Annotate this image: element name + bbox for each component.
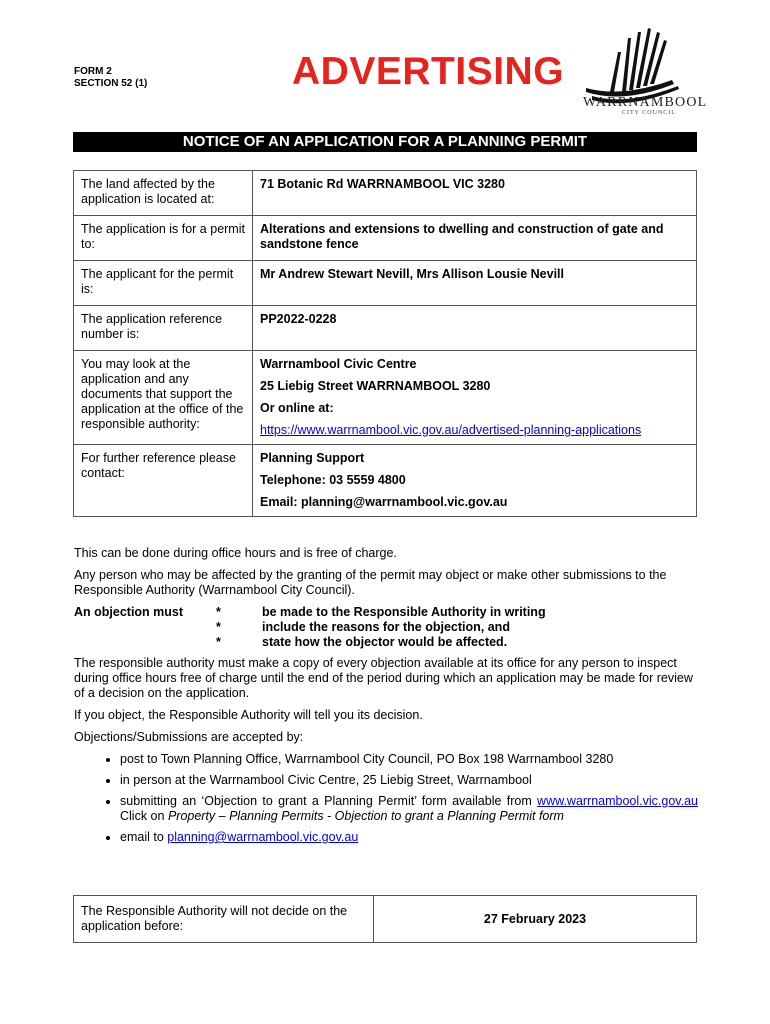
online-label: Or online at: xyxy=(260,401,334,415)
logo-wordmark: WARRNAMBOOL xyxy=(583,95,708,110)
list-item: • in person at the Warrnambool Civic Centre, 25 Liebig Street, Warrnambool xyxy=(120,773,698,788)
decision-date-label: The Responsible Authority will not decide on the application before: xyxy=(74,896,374,943)
land-label: The land affected by the application is located at: xyxy=(74,171,253,216)
civic-centre-address: 25 Liebig Street WARRNAMBOOL 3280 xyxy=(260,379,491,393)
list-item: • post to Town Planning Office, Warrnambool City Council, PO Box 198 Warrnambool 3280 xyxy=(120,752,698,767)
reference-value: PP2022-0228 xyxy=(253,306,697,351)
objection-requirements xyxy=(74,605,698,650)
applicant-label: The applicant for the permit is: xyxy=(74,261,253,306)
contact-telephone: Telephone: 03 5559 4800 xyxy=(260,473,406,487)
council-website-link[interactable]: www.warrnambool.vic.gov.au xyxy=(537,794,698,808)
contact-value xyxy=(253,445,697,517)
office-hours-text: This can be done during office hours and is free of charge. xyxy=(74,546,397,560)
land-value: 71 Botanic Rd WARRNAMBOOL VIC 3280 xyxy=(253,171,697,216)
application-details-table xyxy=(73,170,697,517)
submission-methods-list xyxy=(74,752,698,845)
objection-label: An objection must xyxy=(74,605,184,619)
notice-banner: NOTICE OF AN APPLICATION FOR A PLANNING PERMIT xyxy=(73,132,697,152)
table-row xyxy=(74,896,697,943)
form-section: SECTION 52 (1) xyxy=(74,78,148,89)
table-row xyxy=(74,261,697,306)
notice-body xyxy=(74,546,698,851)
decision-date-table xyxy=(73,895,697,943)
purpose-label: The application is for a permit to: xyxy=(74,216,253,261)
list-item: • submitting an ‘Objection to grant a Planning Permit’ form available from www.warrnambool.vic.gov.au Click on Property – Planning Permits - Objection to grant a Planning Permit form xyxy=(120,794,698,824)
applicant-value: Mr Andrew Stewart Nevill, Mrs Allison Lousie Nevill xyxy=(253,261,697,306)
table-row xyxy=(74,216,697,261)
advertising-heading: ADVERTISING xyxy=(292,50,565,93)
list-item: • email to planning@warrnambool.vic.gov.au xyxy=(120,830,698,845)
list-item: * include the reasons for the objection, and xyxy=(216,620,510,634)
contact-department: Planning Support xyxy=(260,451,365,465)
objection-rights-text: Any person who may be affected by the granting of the permit may object or make other submissions to the Responsible Authority (Warrnambool City Council). xyxy=(74,568,667,597)
table-row xyxy=(74,171,697,216)
reference-label: The application reference number is: xyxy=(74,306,253,351)
objection-list xyxy=(214,605,546,650)
form-number: FORM 2 xyxy=(74,66,112,77)
table-row xyxy=(74,445,697,517)
table-row xyxy=(74,306,697,351)
planning-email-link[interactable]: planning@warrnambool.vic.gov.au xyxy=(167,830,359,844)
decision-notice-text: If you object, the Responsible Authority will tell you its decision. xyxy=(74,708,423,722)
contact-email: Email: planning@warrnambool.vic.gov.au xyxy=(260,495,508,509)
table-row xyxy=(74,351,697,445)
submission-methods-heading: Objections/Submissions are accepted by: xyxy=(74,730,304,744)
civic-centre-name: Warrnambool Civic Centre xyxy=(260,357,417,371)
list-item: * state how the objector would be affected. xyxy=(216,635,508,649)
list-item: * be made to the Responsible Authority in writing xyxy=(216,605,546,619)
contact-label: For further reference please contact: xyxy=(74,445,253,517)
decision-date-value: 27 February 2023 xyxy=(374,896,697,943)
view-location-label: You may look at the application and any documents that support the application at the office of the responsible authority: xyxy=(74,351,253,445)
copy-availability-text: The responsible authority must make a copy of every objection available at its office for any person to inspect during office hours free of charge until the end of the period during which an application may be made for review of a decision on the application. xyxy=(74,656,693,700)
purpose-value: Alterations and extensions to dwelling and construction of gate and sandstone fence xyxy=(253,216,697,261)
logo-subtitle: CITY COUNCIL xyxy=(622,110,676,116)
view-location-value xyxy=(253,351,697,445)
form-identifier xyxy=(74,66,147,90)
advertised-applications-link[interactable]: https://www.warrnambool.vic.gov.au/advertised-planning-applications xyxy=(260,423,642,437)
